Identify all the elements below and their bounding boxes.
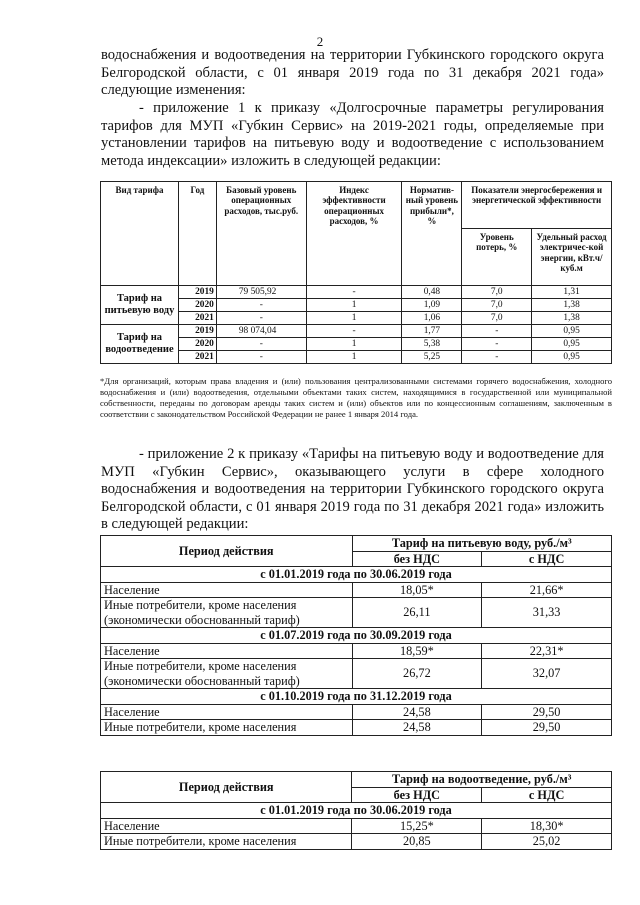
table-row [101,659,612,689]
tariff-header: Тариф на питьевую воду, руб./м³ [352,536,611,552]
wastewater-tariff-table [100,771,612,850]
with-vat-cell: 22,31* [482,643,612,659]
cell-base: - [216,351,306,364]
table-row [101,582,612,598]
col-index: Индекс эффективности операционных расходов, % [306,182,402,286]
appendix1-text: - приложение 1 к приказу «Долгосрочные параметры регулирования тарифов для МУП «Губкин Сервис» на 2019-2021 годы, определяемые при установлении тарифов на питьевую воду и водоотведение с использованием метода индексации» изложить в следующей редакции: [101,100,604,169]
category-cell: Население [101,704,353,720]
cell-losses: 7,0 [462,286,532,299]
without-vat-header: без НДС [352,551,482,567]
category-cell: Население [101,818,352,834]
category-cell: Иные потребители, кроме населения (экономически обоснованный тариф) [101,659,353,689]
cell-losses: 7,0 [462,299,532,312]
without-vat-cell: 18,05* [352,582,482,598]
cell-year: 2019 [178,286,216,299]
table-row [101,818,612,834]
cell-index: 1 [306,338,402,351]
without-vat-cell: 18,59* [352,643,482,659]
cell-index: 1 [306,312,402,325]
table-row [101,720,612,736]
intro-line-1: водоснабжения и водоотведения на территории Губкинского городского округа [101,47,604,63]
col-specific: Удельный расход электричес-кой энергии, кВт.ч/куб.м [532,229,612,286]
cell-profit: 0,48 [402,286,462,299]
cell-year: 2019 [178,325,216,338]
cell-base: - [216,299,306,312]
col-year: Год [178,182,216,286]
period-row: с 01.01.2019 года по 30.06.2019 года [101,803,612,819]
cell-specific: 1,38 [532,312,612,325]
cell-losses: - [462,338,532,351]
period-header: Период действия [101,536,353,567]
cell-year: 2021 [178,351,216,364]
col-profit: Норматив-ный уровень прибыли*, % [402,182,462,286]
without-vat-cell: 20,85 [352,834,482,850]
with-vat-cell: 18,30* [482,818,612,834]
page-number: 2 [316,34,324,49]
table-row [101,598,612,628]
water-tariff-table [100,535,612,736]
intro-line-3: следующие изменения: [101,82,246,99]
cell-index: 1 [306,299,402,312]
col-energy: Показатели энергосбережения и энергетической эффективности [462,182,612,229]
cell-base: 79 505,92 [216,286,306,299]
appendix1-paragraph [101,100,604,170]
with-vat-cell: 29,50 [482,720,612,736]
cell-specific: 1,31 [532,286,612,299]
tariff-header: Тариф на водоотведение, руб./м³ [352,772,612,788]
cell-year: 2020 [178,338,216,351]
cell-index: - [306,286,402,299]
cell-profit: 1,06 [402,312,462,325]
without-vat-cell: 15,25* [352,818,482,834]
cell-base: - [216,312,306,325]
category-cell: Иные потребители, кроме населения (экономически обоснованный тариф) [101,598,353,628]
cell-losses: - [462,351,532,364]
cell-year: 2021 [178,312,216,325]
appendix2-paragraph [101,446,604,534]
without-vat-cell: 26,72 [352,659,482,689]
period-header: Период действия [101,772,352,803]
without-vat-cell: 24,58 [352,704,482,720]
with-vat-cell: 32,07 [482,659,612,689]
appendix2-text: - приложение 2 к приказу «Тарифы на питьевую воду и водоотведение для МУП «Губкин Сервис», оказывающего услуги в сфере холодного водоснабжения и водоотведения на территории Губкинского городского округа Белгородской области, с 01 января 2019 года по 31 декабря 2021 года» изложить в следующей редакции: [101,446,604,533]
cell-losses: 7,0 [462,312,532,325]
params-table [100,181,612,364]
with-vat-header: с НДС [482,787,612,803]
without-vat-cell: 26,11 [352,598,482,628]
with-vat-cell: 25,02 [482,834,612,850]
cell-base: - [216,338,306,351]
with-vat-cell: 29,50 [482,704,612,720]
with-vat-cell: 21,66* [482,582,612,598]
cell-year: 2020 [178,299,216,312]
group-label: Тариф на водоотведение [101,325,179,364]
footnote [100,376,612,420]
col-base: Базовый уровень операционных расходов, тыс.руб. [216,182,306,286]
cell-profit: 1,77 [402,325,462,338]
cell-index: - [306,325,402,338]
cell-specific: 1,38 [532,299,612,312]
cell-index: 1 [306,351,402,364]
cell-specific: 0,95 [532,325,612,338]
table-row [101,325,612,338]
col-losses: Уровень потерь, % [462,229,532,286]
category-cell: Иные потребители, кроме населения [101,834,352,850]
table-row [101,834,612,850]
cell-profit: 5,25 [402,351,462,364]
with-vat-cell: 31,33 [482,598,612,628]
with-vat-header: с НДС [482,551,612,567]
cell-profit: 5,38 [402,338,462,351]
without-vat-header: без НДС [352,787,482,803]
cell-losses: - [462,325,532,338]
period-row: с 01.07.2019 года по 30.09.2019 года [101,628,612,644]
category-cell: Иные потребители, кроме населения [101,720,353,736]
category-cell: Население [101,582,353,598]
period-row: с 01.01.2019 года по 30.06.2019 года [101,567,612,583]
group-label: Тариф на питьевую воду [101,286,179,325]
table-row [101,704,612,720]
cell-base: 98 074,04 [216,325,306,338]
table-row [101,286,612,299]
intro-line-2: Белгородской области, с 01 января 2019 года по 31 декабря 2021 года» [101,64,604,81]
period-row: с 01.10.2019 года по 31.12.2019 года [101,689,612,705]
col-type: Вид тарифа [101,182,179,286]
table-row [101,643,612,659]
category-cell: Население [101,643,353,659]
cell-profit: 1,09 [402,299,462,312]
footnote-text: *Для организаций, которым права владения и (или) пользования централизованными системами горячего водоснабжения, холодного водоснабжения и (или) водоотведения, отдельными объектами таких систем, находящимися в государственной или муниципальной собственности, переданы по договорам аренды таких систем и (или) объектов или по концессионным соглашениям, заключенным в соответствии с законодательством Российской Федерации не ранее 1 января 2014 года. [100,376,612,419]
cell-specific: 0,95 [532,351,612,364]
without-vat-cell: 24,58 [352,720,482,736]
cell-specific: 0,95 [532,338,612,351]
intro-paragraph [101,47,604,100]
